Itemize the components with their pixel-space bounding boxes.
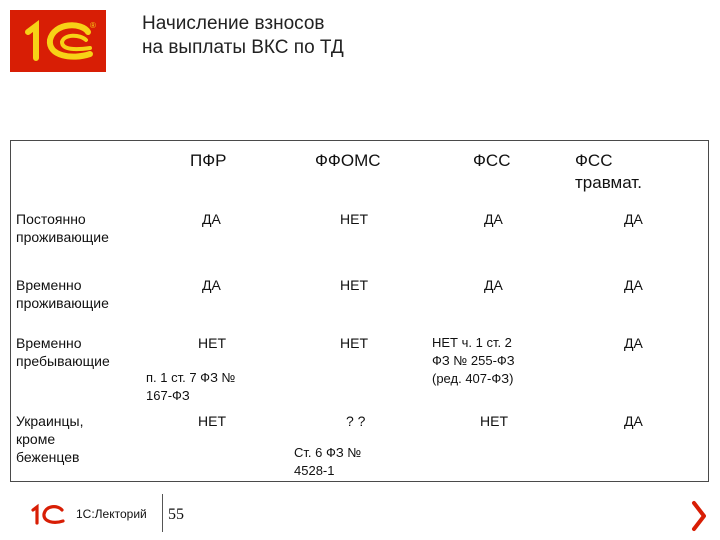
note-line: Ст. 6 ФЗ №: [294, 445, 362, 460]
cell-pfr: НЕТ: [198, 413, 226, 429]
footer-divider: [162, 494, 163, 532]
row-label-line: кроме: [16, 431, 56, 447]
cell-fss-travmat: ДА: [624, 211, 643, 227]
cell-ffoms: НЕТ: [340, 335, 368, 351]
cell-pfr: ДА: [202, 277, 221, 293]
title-line-1: Начисление взносов: [142, 13, 325, 34]
svg-text:®: ®: [90, 21, 96, 30]
title-line-2: на выплаты ВКС по ТД: [142, 37, 344, 58]
row-label-line: проживающие: [16, 229, 109, 245]
cell-fss-travmat: ДА: [624, 277, 643, 293]
footer-label: 1С:Лекторий: [76, 507, 147, 521]
1c-logo-icon: [10, 10, 106, 72]
ffoms-legal-note: [294, 444, 361, 480]
header-pfr: ПФР: [190, 151, 227, 170]
chevron-right-icon: [690, 500, 708, 532]
cell-fss-travmat: ДА: [624, 335, 643, 351]
row-label-line: беженцев: [16, 449, 80, 465]
note-line: ФЗ № 255-ФЗ: [432, 353, 515, 368]
cell-pfr: ДА: [202, 211, 221, 227]
cell-fss-travmat: ДА: [624, 413, 643, 429]
note-line: (ред. 407-ФЗ): [432, 371, 514, 386]
note-line: 167-ФЗ: [146, 388, 190, 403]
header-fss-travmat-line1: ФСС: [575, 151, 613, 170]
row-label-line: Украинцы,: [16, 413, 84, 429]
footer-logo: [28, 502, 68, 528]
row-label-line: пребывающие: [16, 353, 110, 369]
row-label-line: Временно: [16, 277, 82, 293]
1c-small-logo-icon: [28, 502, 68, 528]
header-ffoms: ФФОМС: [315, 151, 381, 170]
row-label-ukrainians: [16, 412, 83, 466]
cell-fss: ДА: [484, 277, 503, 293]
row-label-temp-staying: [16, 334, 110, 370]
row-label-permanent: [16, 210, 109, 246]
header-fss-travmat-line2: травмат.: [575, 173, 642, 192]
cell-fss: ДА: [484, 211, 503, 227]
pfr-legal-note: [146, 369, 235, 405]
row-label-line: Временно: [16, 335, 82, 351]
brand-logo: [10, 10, 106, 72]
cell-ffoms: НЕТ: [340, 277, 368, 293]
row-label-temp-residing: [16, 276, 109, 312]
header-fss-travmat: [575, 150, 642, 194]
slide-title: [142, 12, 344, 60]
note-line: НЕТ ч. 1 ст. 2: [432, 335, 512, 350]
note-line: 4528-1: [294, 463, 335, 478]
cell-pfr: НЕТ: [198, 335, 226, 351]
cell-ffoms: НЕТ: [340, 211, 368, 227]
cell-fss-with-note: [432, 334, 515, 388]
cell-fss: НЕТ: [480, 413, 508, 429]
page-number: 55: [168, 506, 184, 523]
header-fss: ФСС: [473, 151, 511, 170]
row-label-line: проживающие: [16, 295, 109, 311]
row-label-line: Постоянно: [16, 211, 86, 227]
note-line: п. 1 ст. 7 ФЗ №: [146, 370, 236, 385]
cell-ffoms: ? ?: [346, 413, 366, 429]
next-slide-button[interactable]: [690, 500, 708, 532]
